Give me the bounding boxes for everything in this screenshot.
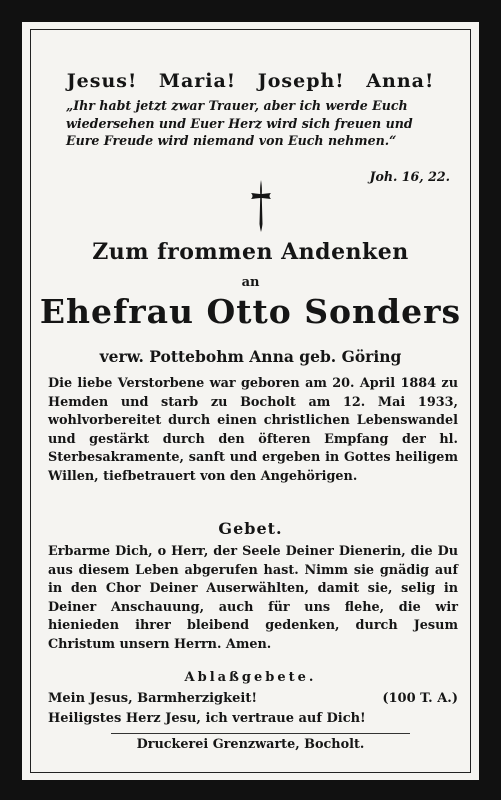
bible-quote: „Ihr habt jetzt zwar Trauer, aber ich werde Euch wiedersehen und Euer Herz wird sich freuen und Eure Freude wird niemand von Euch nehmen.“ (66, 98, 413, 148)
quote-reference: Joh. 16, 22. (369, 169, 450, 184)
prayer-title: Gebet. (218, 519, 283, 538)
heading-an: an (241, 275, 260, 290)
deceased-name: Ehefrau Otto Sonders (39, 292, 462, 331)
indulgence-line-1-note: (100 T. A.) (382, 691, 458, 706)
divider (111, 733, 410, 734)
prayer-text: Erbarme Dich, o Herr, der Seele Deiner Dienerin, die Du aus diesem Leben abgerufen hast. Nimm sie gnädig auf in den Chor Deiner Auserwählten, damit sie, selig in Deiner Anschauung, auch für uns flehe, die wir hienieden ihrer bleibend gedenken, durch Jesum Christum unsern Herrn. Amen. (48, 544, 458, 652)
indulgence-line-2: Heiligstes Herz Jesu, ich vertraue auf Dich! (48, 711, 366, 726)
indulgence-title: Ablaßgebete. (184, 670, 317, 685)
invocation: Jesus! Maria! Joseph! Anna! (66, 70, 435, 92)
printer-credit: Druckerei Grenzwarte, Bocholt. (136, 737, 365, 752)
deceased-subname: verw. Pottebohm Anna geb. Göring (99, 347, 402, 366)
biography-text: Die liebe Verstorbene war geboren am 20. April 1884 zu Hemden und starb zu Bocholt am 12. Mai 1933, wohlvorbereitet durch einen christlichen Lebenswandel und gestärkt durch den öfteren Empfang der hl. Sterbesakramente, sanft und ergeben in Gottes heiligem Willen, tiefbetrauert von den Angehörigen. (48, 376, 458, 484)
card-inner-border (30, 29, 471, 773)
card-paper (22, 22, 479, 780)
heading: Zum frommen Andenken (92, 239, 409, 265)
indulgence-line-1 (48, 691, 458, 706)
indulgence-line-1-text: Mein Jesus, Barmherzigkeit! (48, 691, 258, 706)
latin-cross-icon (249, 180, 273, 232)
